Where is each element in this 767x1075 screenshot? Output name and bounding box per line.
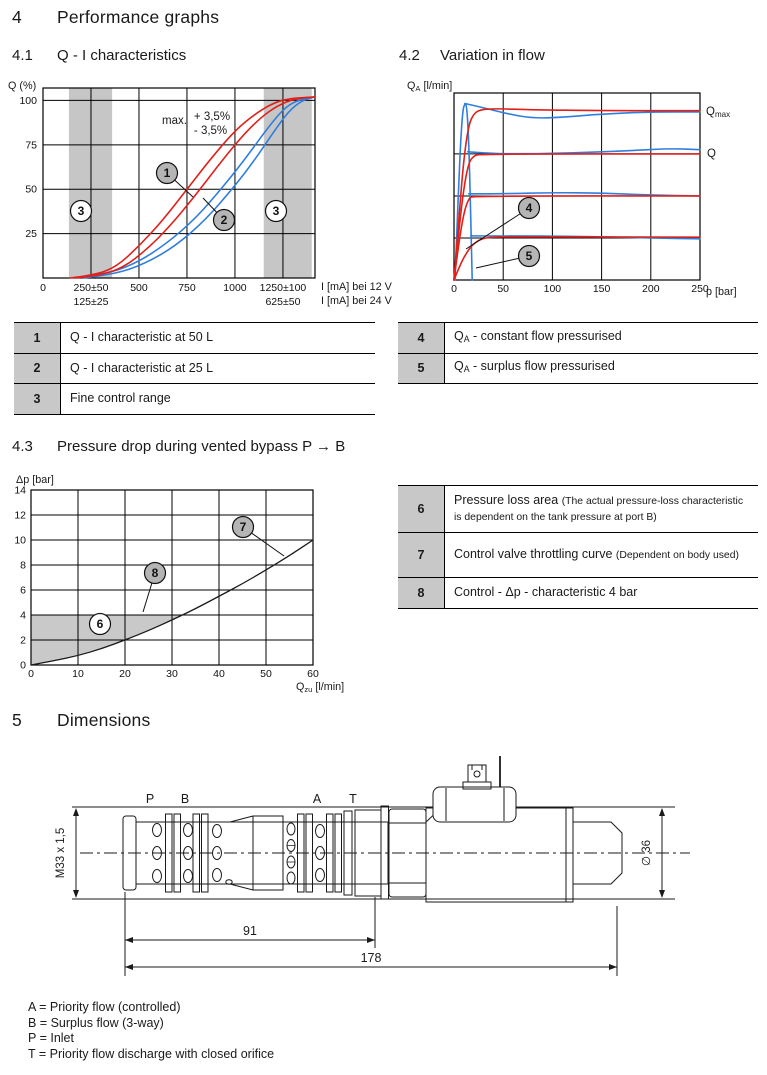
section-title: Performance graphs: [57, 7, 220, 27]
x-tick-label: 1000: [223, 282, 247, 294]
callout-number: 4: [525, 201, 533, 216]
chart3-y-axis-label: Δp [bar]: [16, 474, 54, 486]
port-label-p: P: [145, 792, 155, 806]
legend-table-3: [398, 485, 758, 609]
port-label-a: A: [312, 792, 322, 806]
section-title: Pressure drop during vented bypass P → B: [57, 438, 346, 455]
legend-number-cell: 4: [398, 323, 445, 353]
port-legend-line-t: T = Priority flow discharge with closed orifice: [28, 1046, 275, 1061]
x-tick-label: 30: [166, 668, 178, 680]
port-legend-line-a: A = Priority flow (controlled): [28, 1000, 181, 1014]
q-curve-label: Q: [707, 148, 716, 160]
section-title: Q - I characteristics: [57, 47, 187, 64]
x-tick-label: 50: [260, 668, 272, 680]
fine-control-band: [264, 88, 312, 278]
x-tick-label: 0: [40, 282, 46, 294]
legend-text-cell: Q - I characteristic at 50 L: [70, 330, 214, 345]
x-tick-label: 1250±100: [259, 282, 307, 294]
legend-text-cell: Control - Δp - characteristic 4 bar: [454, 585, 638, 600]
chart1-tolerance-annotation: [162, 110, 230, 138]
legend-text-cell: Fine control range: [70, 391, 171, 406]
port-label-b: B: [180, 792, 190, 806]
qmax-curve-label: $Q_{max}$: [706, 106, 731, 119]
y-tick-label: 4: [20, 609, 26, 622]
chart1-x-axis-caption-24v: I [mA] bei 24 V: [321, 295, 392, 307]
x-tick-label: 100: [543, 283, 562, 295]
legend-number-cell: 2: [14, 354, 61, 384]
solenoid: [426, 756, 622, 902]
callout-number: 7: [239, 520, 247, 535]
section-heading-5: [12, 710, 150, 731]
series-curve: [454, 154, 700, 280]
x-tick-label: 0: [451, 283, 457, 295]
section-number: 4: [12, 7, 22, 27]
legend-number-cell: 6: [398, 486, 445, 532]
series-curve: [454, 237, 700, 280]
length-91-label: 91: [243, 924, 257, 938]
y-tick-label: 0: [20, 659, 26, 672]
x-tick-label: 625±50: [265, 296, 301, 308]
length-dimensions: [125, 892, 617, 976]
x-tick-label: 250: [691, 283, 709, 295]
legend-text-cell: Pressure loss area (The actual pressure-loss characteristic is dependent on the tank pressure at port B): [454, 492, 744, 523]
legend-row-6: [398, 486, 758, 533]
legend-number-cell: 1: [14, 323, 61, 353]
y-tick-label: 12: [14, 509, 26, 522]
port-legend: [28, 1000, 274, 1062]
tolerance-minus: - 3,5%: [193, 125, 228, 137]
chart1-y-axis-label: Q (%): [8, 80, 37, 92]
x-tick-label: 500: [130, 282, 148, 294]
callout-number: 2: [220, 213, 228, 228]
y-tick-label: 100: [19, 94, 37, 107]
y-tick-label: 10: [14, 534, 26, 547]
section-heading-4-1: [12, 47, 186, 64]
callout-number: 5: [525, 249, 533, 264]
port-labels: [146, 792, 357, 806]
section-number: 4.2: [399, 47, 420, 64]
x-tick-label: 0: [28, 668, 34, 680]
tolerance-plus: + 3,5%: [193, 111, 231, 123]
pressure-drop-chart: [0, 466, 400, 691]
x-tick-label: 60: [307, 668, 319, 680]
legend-row-7: [398, 533, 758, 579]
legend-table-1: [14, 322, 375, 415]
port-legend-line-p: P = Inlet: [28, 1031, 74, 1045]
x-tick-label: 750: [178, 282, 196, 294]
port-legend-line-b: B = Surplus flow (3-way): [28, 1015, 164, 1030]
legend-text-cell: $Q_A$ - constant flow pressurised: [454, 328, 622, 344]
x-tick-label: 20: [119, 668, 131, 680]
callout-number: 8: [151, 566, 159, 581]
plot-border: [454, 93, 700, 280]
length-178-label: 178: [360, 951, 382, 965]
callout-number: 3: [272, 204, 280, 219]
section-number: 4.1: [12, 47, 33, 64]
section-title: Dimensions: [57, 710, 151, 730]
legend-row-1: [14, 323, 375, 354]
callout-number: 1: [163, 166, 171, 181]
section-heading-4: [12, 7, 219, 28]
x-tick-label: 40: [213, 668, 225, 680]
legend-text-cell: Control valve throttling curve (Dependent on body used): [454, 546, 739, 561]
chart1-x-axis-caption-12v: I [mA] bei 12 V: [321, 281, 392, 293]
chart2-x-axis-label: p [bar]: [706, 286, 737, 298]
connector-tab: [463, 765, 491, 789]
legend-row-5: [398, 354, 758, 385]
y-tick-label: 14: [14, 484, 26, 497]
section-heading-4-3: [12, 438, 345, 455]
port-label-t: T: [349, 792, 357, 806]
section-number: 5: [12, 710, 22, 730]
section-title: Variation in flow: [440, 47, 545, 64]
y-tick-label: 8: [20, 559, 26, 572]
chart3-x-axis-label: $Q_{zu}$ [l/min]: [296, 681, 345, 694]
x-tick-label: 250±50: [73, 282, 109, 294]
x-tick-label: 150: [592, 283, 611, 295]
y-tick-label: 75: [25, 139, 37, 152]
series-curve: [468, 149, 700, 154]
diameter-dimension-label: ∅ 36: [641, 839, 653, 867]
cartridge-holes: [153, 823, 325, 884]
chart2-y-axis-label: $Q_A$ [l/min]: [407, 80, 453, 93]
dimensions-drawing: [0, 738, 767, 1000]
y-tick-label: 25: [25, 228, 37, 241]
section-heading-4-2: [399, 47, 545, 64]
legend-number-cell: 8: [398, 578, 445, 608]
legend-row-3: [14, 384, 375, 415]
legend-row-2: [14, 354, 375, 385]
x-tick-label: 10: [72, 668, 84, 680]
thread-dimension-label: M33 x 1,5: [55, 827, 67, 879]
legend-text-cell: $Q_A$ - surplus flow pressurised: [454, 359, 615, 375]
x-tick-label: 125±25: [73, 296, 109, 308]
callout-number: 3: [77, 204, 85, 219]
legend-table-2: [398, 322, 758, 384]
legend-number-cell: 7: [398, 533, 445, 578]
y-tick-label: 50: [25, 183, 37, 196]
thread-dimension: [55, 808, 79, 898]
legend-number-cell: 5: [398, 354, 445, 384]
x-tick-label: 200: [642, 283, 660, 295]
legend-row-4: [398, 323, 758, 354]
y-tick-label: 6: [20, 584, 26, 597]
section-number: 4.3: [12, 438, 33, 455]
x-tick-label: 50: [497, 283, 510, 295]
y-tick-label: 2: [20, 634, 26, 647]
legend-text-cell: Q - I characteristic at 25 L: [70, 360, 214, 375]
cartridge-body: [123, 806, 389, 899]
callout-number: 6: [96, 617, 104, 632]
legend-row-8: [398, 578, 758, 609]
legend-number-cell: 3: [14, 384, 61, 414]
max-label: max.: [162, 115, 187, 127]
